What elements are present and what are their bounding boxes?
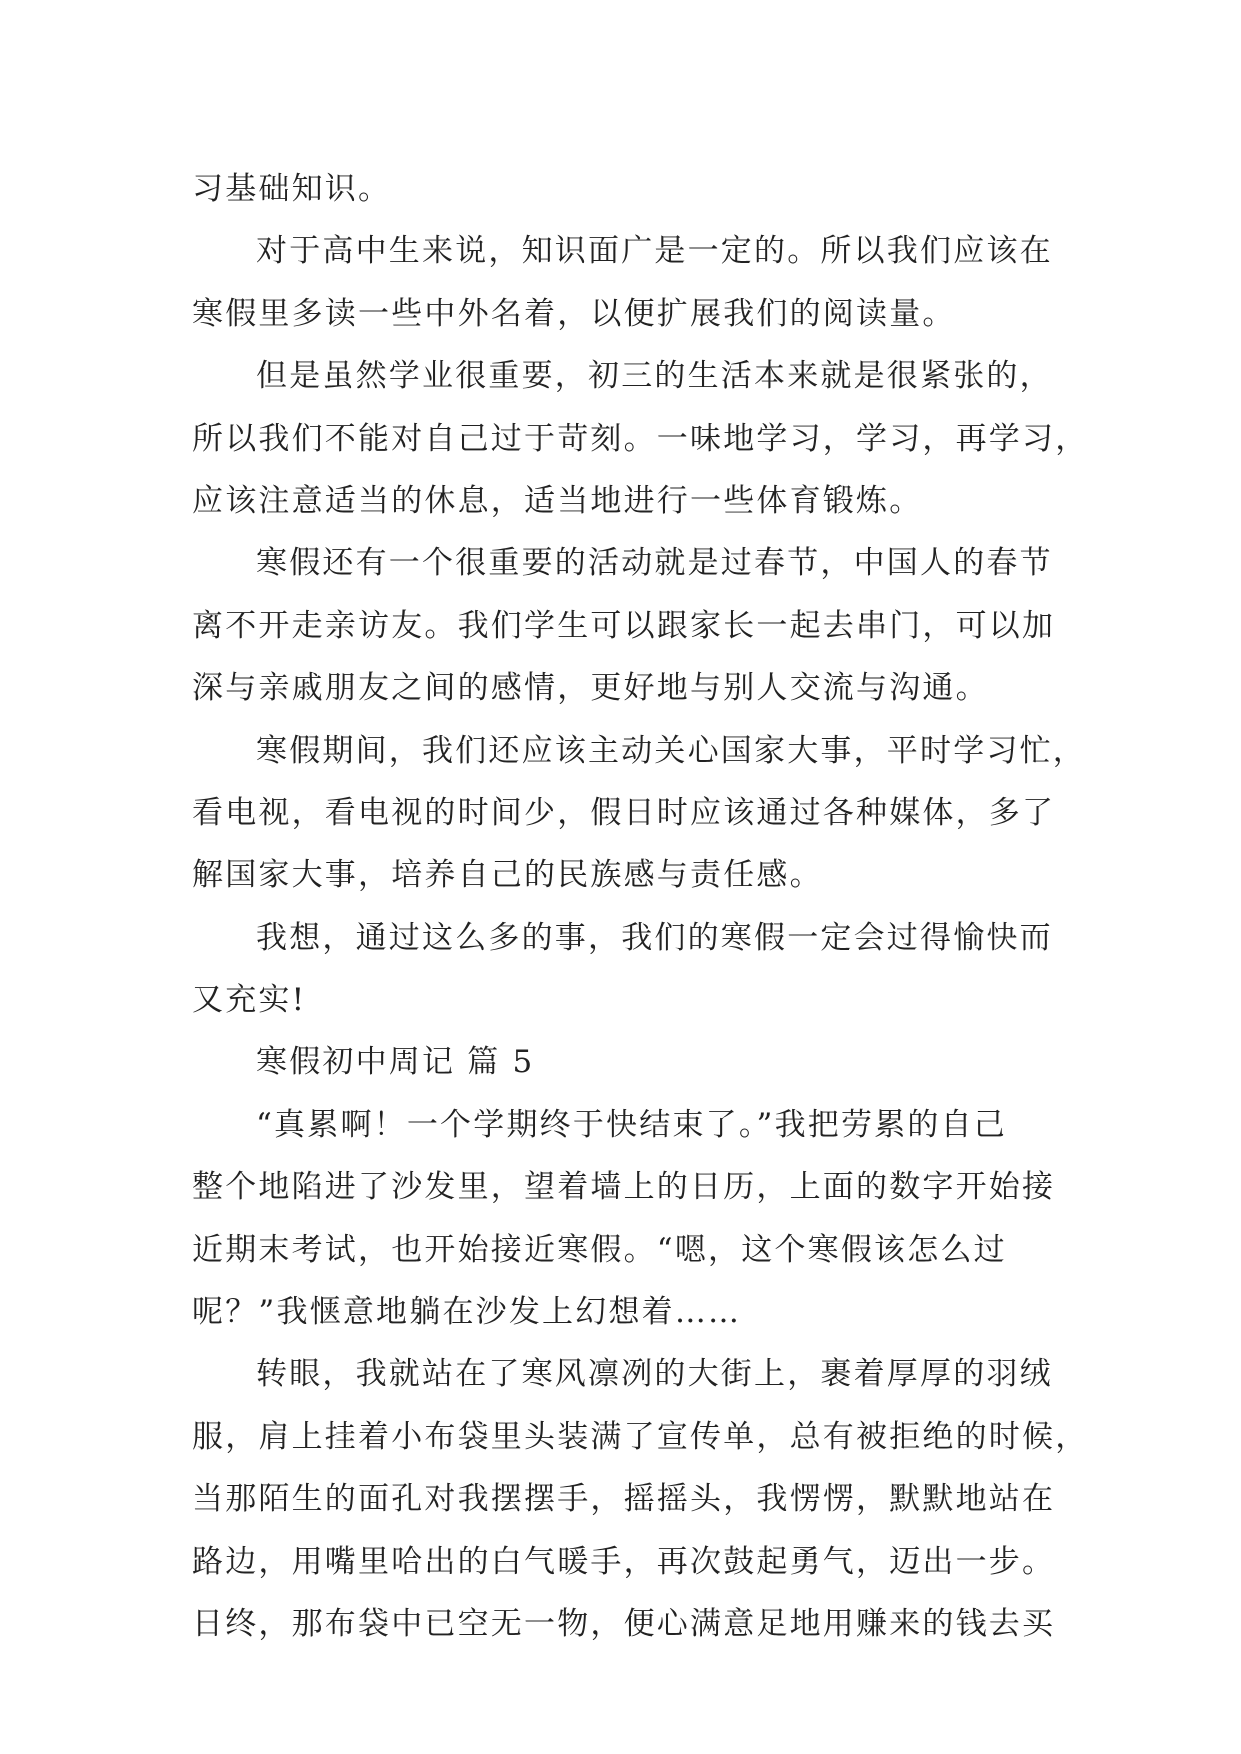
text-line: 解国家大事，培养自己的民族感与责任感。 — [192, 857, 823, 894]
text-line: 所以我们不能对自己过于苛刻。一味地学习，学习，再学习， — [192, 420, 1089, 457]
text-line: 应该注意适当的休息，适当地进行一些体育锻炼。 — [192, 482, 923, 519]
text-line: 习基础知识。 — [192, 171, 392, 207]
text-line: 当那陌生的面孔对我摆摆手，摇摇头，我愣愣，默默地站在 — [192, 1481, 1056, 1518]
section-heading: 寒假初中周记 篇 5 — [256, 1044, 535, 1081]
text-line: 我想，通过这么多的事，我们的寒假一定会过得愉快而 — [256, 919, 1053, 956]
text-line: 看电视，看电视的时间少，假日时应该通过各种媒体，多了 — [192, 794, 1056, 831]
text-line: 寒假还有一个很重要的活动就是过春节，中国人的春节 — [256, 545, 1053, 582]
text-line: 服，肩上挂着小布袋里头装满了宣传单，总有被拒绝的时候， — [192, 1418, 1089, 1455]
text-line: 寒假期间，我们还应该主动关心国家大事，平时学习忙， — [256, 732, 1086, 769]
text-line: 路边，用嘴里哈出的白气暖手，再次鼓起勇气，迈出一步。 — [192, 1543, 1056, 1580]
text-line: 整个地陷进了沙发里，望着墙上的日历，上面的数字开始接 — [192, 1169, 1056, 1206]
text-line: 深与亲戚朋友之间的感情，更好地与别人交流与沟通。 — [192, 670, 989, 707]
text-line: 寒假里多读一些中外名着，以便扩展我们的阅读量。 — [192, 295, 956, 332]
text-line: 又充实! — [192, 982, 307, 1019]
text-line: 日终，那布袋中已空无一物，便心满意足地用赚来的钱去买 — [192, 1605, 1056, 1642]
text-line: 呢？”我惬意地躺在沙发上幻想着…… — [192, 1294, 742, 1331]
text-line: 对于高中生来说，知识面广是一定的。所以我们应该在 — [256, 233, 1053, 270]
text-line: 转眼，我就站在了寒风凛冽的大街上，裹着厚厚的羽绒 — [256, 1356, 1053, 1393]
text-line: “真累啊！一个学期终于快结束了。”我把劳累的自己 — [256, 1106, 1007, 1143]
text-line: 离不开走亲访友。我们学生可以跟家长一起去串门，可以加 — [192, 607, 1056, 644]
text-line: 但是虽然学业很重要，初三的生活本来就是很紧张的， — [256, 358, 1053, 395]
text-line: 近期末考试，也开始接近寒假。“嗯，这个寒假该怎么过 — [192, 1231, 1007, 1268]
document-body — [192, 158, 1089, 1655]
